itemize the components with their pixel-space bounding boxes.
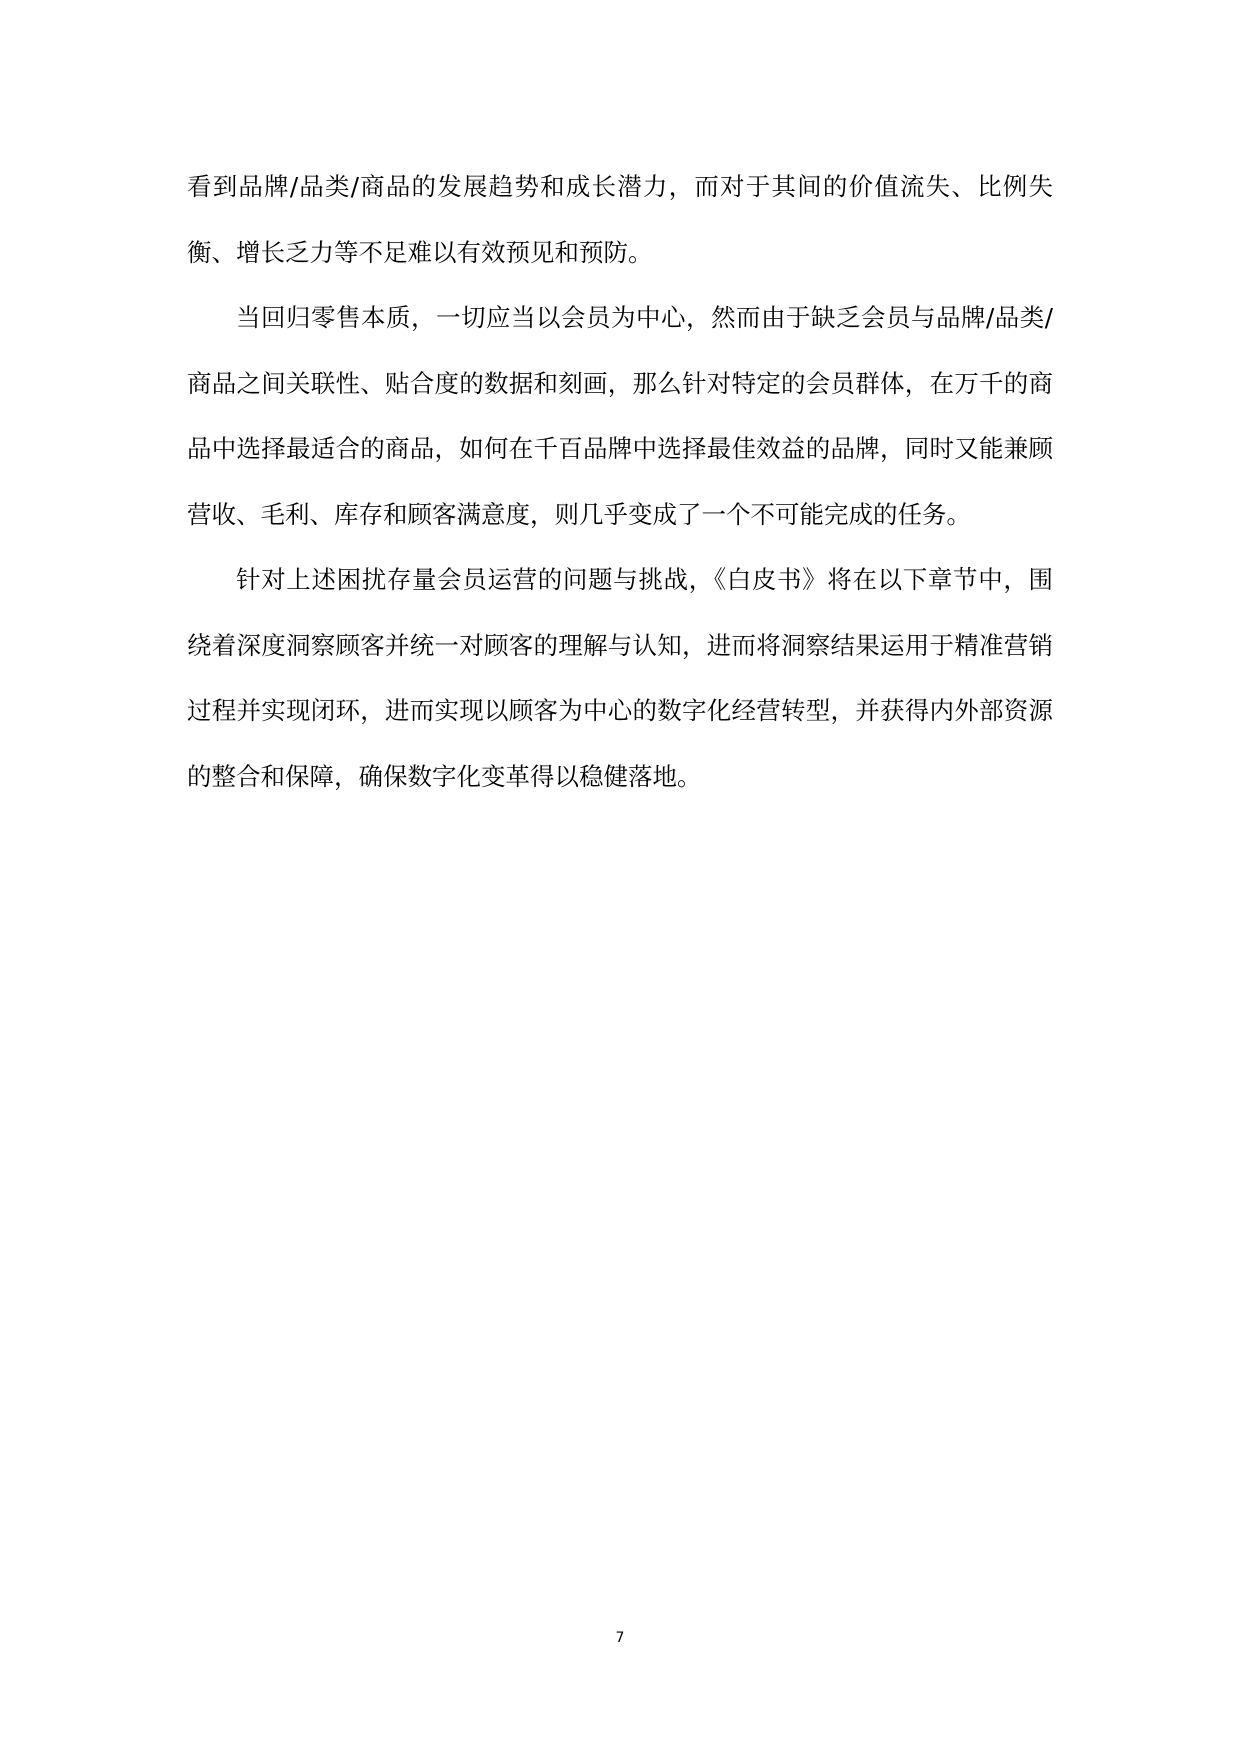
paragraph-whitepaper-outline: 针对上述困扰存量会员运营的问题与挑战，《白皮书》将在以下章节中，围绕着深度洞察顾客并统一对顾客的理解与认知，进而将洞察结果运用于精准营销过程并实现闭环，进而实现以顾客为中心的数字化经营转型，并获得内外部资源的整合和保障，确保数字化变革得以稳健落地。 xyxy=(187,565,1053,791)
paragraph-continued: 看到品牌/品类/商品的发展趋势和成长潜力，而对于其间的价值流失、比例失衡、增长乏力等不足难以有效预见和预防。 xyxy=(187,172,1053,267)
paragraph-retail-essence: 当回归零售本质，一切应当以会员为中心，然而由于缺乏会员与品牌/品类/商品之间关联性、贴合度的数据和刻画，那么针对特定的会员群体，在万千的商品中选择最适合的商品，如何在千百品牌中选择最佳效益的品牌，同时又能兼顾营收、毛利、库存和顾客满意度，则几乎变成了一个不可能完成的任务。 xyxy=(187,303,1053,529)
body-text xyxy=(187,154,1053,809)
page-number: 7 xyxy=(615,1630,625,1646)
